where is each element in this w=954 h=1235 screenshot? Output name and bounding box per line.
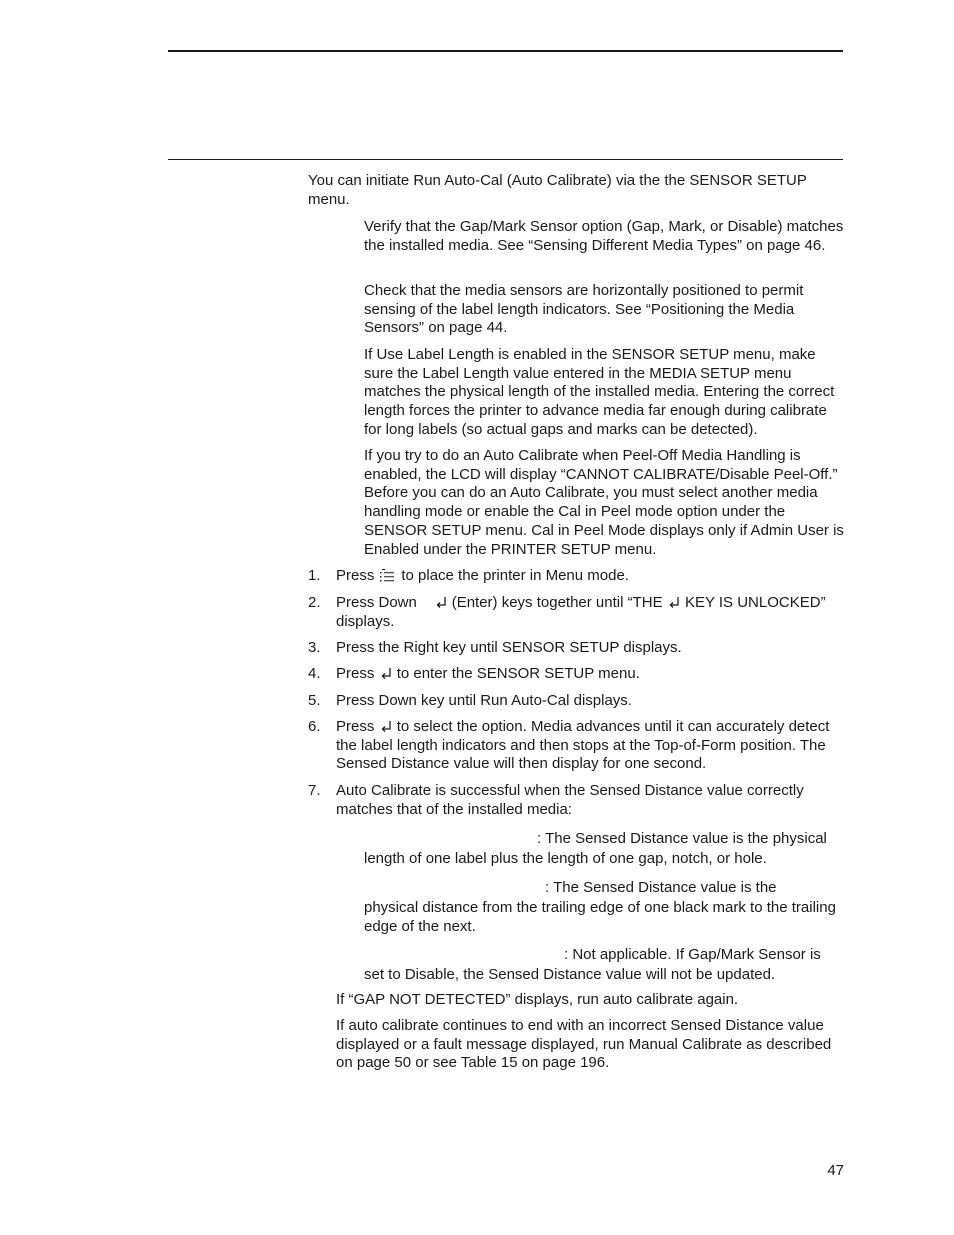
step-text-part: Press Down bbox=[336, 594, 417, 611]
sub-item-rest: physical distance from the trailing edge of one black mark to the trailing edge of the next. bbox=[364, 898, 836, 935]
step-text-part: to place the printer in Menu mode. bbox=[401, 567, 629, 584]
sub-item-rest: set to Disable, the Sensed Distance value will not be updated. bbox=[364, 965, 776, 983]
step-number: 4. bbox=[308, 665, 321, 682]
sub-item-rest: length of one label plus the length of one gap, notch, or hole. bbox=[364, 849, 767, 867]
step-text-part: to select the option. Media advances until it can accurately detect the label length indicators and then stops at the Top-of-Form position. The Sensed Distance value will then display for one second. bbox=[336, 718, 830, 773]
step-text-part: Press bbox=[336, 665, 375, 682]
header-top-rule bbox=[168, 50, 843, 52]
tail-manual-calibrate: If auto calibrate continues to end with an incorrect Sensed Distance value displayed or a fault message displayed, run Manual Calibrate as described on page 50 or see Table 15 on page 196. bbox=[336, 1017, 832, 1072]
tail-gap-not-detected: If “GAP NOT DETECTED” displays, run auto calibrate again. bbox=[336, 991, 739, 1008]
sub-item-first-line: : The Sensed Distance value is the physical bbox=[537, 830, 827, 847]
step-number: 1. bbox=[308, 567, 321, 584]
sub-item-mark bbox=[364, 878, 842, 937]
step-text-part: (Enter) keys together until “THE bbox=[451, 594, 663, 611]
step-number: 5. bbox=[308, 692, 321, 709]
step-text-part: displays. bbox=[336, 612, 395, 630]
step-6-text bbox=[336, 718, 842, 774]
menu-key-icon bbox=[379, 569, 395, 583]
header-bottom-rule bbox=[168, 159, 843, 160]
sub-item-disable bbox=[364, 945, 842, 984]
step-5-text: Press Down key until Run Auto-Cal displays. bbox=[336, 692, 632, 709]
step-text-part: Press bbox=[336, 718, 375, 735]
step-number: 6. bbox=[308, 718, 321, 735]
step-number: 3. bbox=[308, 639, 321, 656]
note-gap-mark-sensor: Verify that the Gap/Mark Sensor option (Gap, Mark, or Disable) matches the installed media. See “Sensing Different Media Types” on page 46. bbox=[364, 218, 844, 254]
step-number: 2. bbox=[308, 594, 321, 611]
intro-paragraph: You can initiate Run Auto-Cal (Auto Calibrate) via the the SENSOR SETUP menu. bbox=[308, 172, 807, 208]
sub-item-gap bbox=[364, 829, 842, 868]
sub-item-first-line: : The Sensed Distance value is the bbox=[545, 879, 777, 896]
sub-item-first-line: : Not applicable. If Gap/Mark Sensor is bbox=[564, 946, 821, 963]
enter-key-icon bbox=[668, 595, 680, 609]
enter-key-icon bbox=[435, 595, 447, 609]
step-3-text: Press the Right key until SENSOR SETUP displays. bbox=[336, 639, 682, 656]
step-7-text: Auto Calibrate is successful when the Sensed Distance value correctly matches that of the installed media: bbox=[336, 782, 804, 818]
note-label-length: If Use Label Length is enabled in the SENSOR SETUP menu, make sure the Label Length value entered in the MEDIA SETUP menu matches the physical length of the installed media. Entering the correct length forces the printer to advance media far enough during calibrate for long labels (so actual gaps and marks can be detected). bbox=[364, 346, 835, 438]
note-sensor-position: Check that the media sensors are horizontally positioned to permit sensing of the label length indicators. See “Positioning the Media Sensors” on page 44. bbox=[364, 282, 804, 337]
step-2-text bbox=[336, 594, 842, 631]
step-number: 7. bbox=[308, 782, 321, 799]
step-text-part: to enter the SENSOR SETUP menu. bbox=[396, 665, 640, 682]
note-peel-off: If you try to do an Auto Calibrate when Peel-Off Media Handling is enabled, the LCD will display “CANNOT CALIBRATE/Disable Peel-Off.” Before you can do an Auto Calibrate, you must select another media handling mode or enable the Cal in Peel mode option under the SENSOR SETUP menu. Cal in Peel Mode displays only if Admin User is Enabled under the PRINTER SETUP menu. bbox=[364, 447, 844, 558]
step-text-part: KEY IS UNLOCKED” bbox=[684, 594, 826, 611]
enter-key-icon bbox=[380, 719, 392, 733]
step-4-text bbox=[336, 665, 842, 684]
step-1-text bbox=[336, 567, 842, 586]
step-text-part: Press bbox=[336, 567, 375, 584]
enter-key-icon bbox=[380, 666, 392, 680]
page-number: 47 bbox=[827, 1162, 844, 1179]
